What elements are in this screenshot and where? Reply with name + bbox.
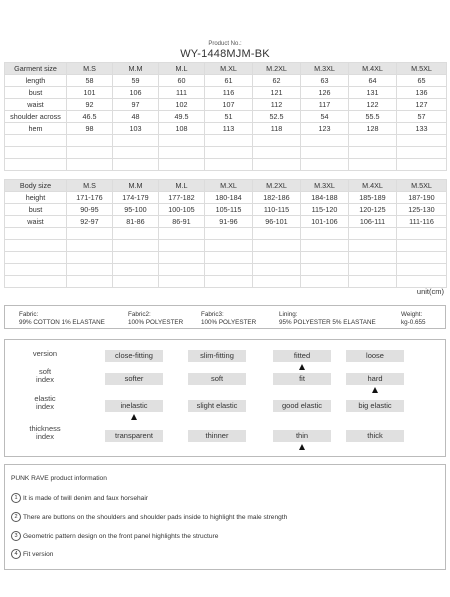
table-cell	[205, 240, 253, 252]
index-option: fitted	[273, 350, 331, 362]
table-cell: 111-116	[397, 216, 447, 228]
table-row	[5, 276, 447, 288]
table-cell: 96-101	[253, 216, 301, 228]
column-header: M.3XL	[301, 63, 349, 75]
fabric-2-value: 100% POLYESTER	[128, 319, 184, 326]
table-cell	[397, 147, 447, 159]
info-number-4: 4	[11, 549, 21, 559]
table-cell: 184-188	[301, 192, 349, 204]
info-text-2: There are buttons on the shoulders and shoulder pads inside to highlight the male strength	[23, 513, 288, 521]
index-option: big elastic	[346, 400, 404, 412]
table-row	[5, 99, 447, 111]
product-code: WY-1448MJM-BK	[180, 48, 270, 60]
column-header: Body size	[5, 180, 67, 192]
product-info-panel	[4, 464, 446, 570]
table-cell: 123	[301, 123, 349, 135]
table-cell	[301, 135, 349, 147]
table-cell	[397, 252, 447, 264]
fabric-3-label: Fabric3:	[201, 311, 224, 318]
table-cell	[159, 228, 205, 240]
table-cell: 106-111	[349, 216, 397, 228]
table-cell: 95-100	[113, 204, 159, 216]
table-cell	[67, 135, 113, 147]
table-cell	[205, 228, 253, 240]
table-cell: 115-120	[301, 204, 349, 216]
table-cell	[159, 147, 205, 159]
info-text-1: It is made of twill denim and faux horsehair	[23, 494, 148, 502]
table-cell	[67, 159, 113, 171]
table-cell: 58	[67, 75, 113, 87]
info-item-4	[11, 549, 53, 559]
table-cell: 90-95	[67, 204, 113, 216]
table-cell: 112	[253, 99, 301, 111]
index-option: fit	[273, 373, 331, 385]
table-cell	[67, 228, 113, 240]
column-header: M.XL	[205, 63, 253, 75]
column-header: M.S	[67, 180, 113, 192]
table-cell: 126	[301, 87, 349, 99]
table-cell	[113, 159, 159, 171]
weight	[401, 311, 426, 327]
row-label: length	[5, 75, 67, 87]
table-cell	[205, 147, 253, 159]
index-label	[5, 425, 85, 441]
table-cell	[253, 147, 301, 159]
info-item-1	[11, 493, 148, 503]
row-label: waist	[5, 216, 67, 228]
row-label	[5, 228, 67, 240]
table-cell	[397, 264, 447, 276]
table-cell	[113, 228, 159, 240]
table-cell	[159, 252, 205, 264]
table-row	[5, 252, 447, 264]
table-row	[5, 135, 447, 147]
table-cell: 92	[67, 99, 113, 111]
table-cell	[301, 228, 349, 240]
table-cell: 62	[253, 75, 301, 87]
table-cell	[301, 147, 349, 159]
row-label	[5, 276, 67, 288]
table-cell: 100-105	[159, 204, 205, 216]
table-cell	[397, 240, 447, 252]
table-cell	[349, 276, 397, 288]
table-cell	[205, 135, 253, 147]
fabric-2-label: Fabric2:	[128, 311, 151, 318]
body-size-table	[4, 179, 447, 288]
column-header: M.4XL	[349, 63, 397, 75]
table-cell: 103	[113, 123, 159, 135]
table-cell	[253, 252, 301, 264]
table-cell	[349, 264, 397, 276]
table-cell: 128	[349, 123, 397, 135]
index-option: slim-fitting	[188, 350, 246, 362]
index-option: softer	[105, 373, 163, 385]
table-cell	[67, 240, 113, 252]
table-cell: 122	[349, 99, 397, 111]
table-row	[5, 216, 447, 228]
index-label-line-1: soft	[38, 367, 52, 376]
column-header: M.2XL	[253, 180, 301, 192]
row-label: waist	[5, 99, 67, 111]
table-cell: 133	[397, 123, 447, 135]
row-label: bust	[5, 87, 67, 99]
index-option: soft	[188, 373, 246, 385]
row-label	[5, 147, 67, 159]
lining-value: 95% POLYESTER 5% ELASTANE	[279, 319, 376, 326]
table-cell: 48	[113, 111, 159, 123]
column-header: M.4XL	[349, 180, 397, 192]
table-row	[5, 123, 447, 135]
table-row	[5, 111, 447, 123]
table-cell: 121	[253, 87, 301, 99]
table-cell	[113, 240, 159, 252]
table-cell	[301, 159, 349, 171]
table-cell	[253, 240, 301, 252]
row-label: bust	[5, 204, 67, 216]
info-item-2	[11, 512, 287, 522]
table-cell	[113, 276, 159, 288]
row-label	[5, 240, 67, 252]
selected-marker-icon	[131, 414, 137, 420]
table-cell: 125-130	[397, 204, 447, 216]
table-cell: 102	[159, 99, 205, 111]
table-row	[5, 228, 447, 240]
index-option: inelastic	[105, 400, 163, 412]
table-cell	[205, 264, 253, 276]
index-option: transparent	[105, 430, 163, 442]
table-cell	[349, 228, 397, 240]
table-cell	[159, 264, 205, 276]
fabric-panel	[4, 305, 446, 329]
table-cell	[397, 228, 447, 240]
table-cell: 64	[349, 75, 397, 87]
table-cell: 177-182	[159, 192, 205, 204]
index-label-line-2: index	[36, 402, 54, 411]
row-label: shoulder across	[5, 111, 67, 123]
table-cell	[67, 252, 113, 264]
table-cell	[349, 159, 397, 171]
table-cell	[159, 276, 205, 288]
table-cell	[301, 240, 349, 252]
table-cell	[113, 147, 159, 159]
table-cell	[349, 240, 397, 252]
table-cell	[67, 147, 113, 159]
index-label-line-2: index	[36, 432, 54, 441]
column-header: M.M	[113, 180, 159, 192]
info-number-2: 2	[11, 512, 21, 522]
table-row	[5, 147, 447, 159]
row-label	[5, 135, 67, 147]
product-number-label: Product No.:	[208, 41, 242, 47]
table-row	[5, 87, 447, 99]
table-row	[5, 264, 447, 276]
table-cell: 131	[349, 87, 397, 99]
weight-value: kg-0.655	[401, 319, 426, 326]
table-cell: 92-97	[67, 216, 113, 228]
info-text-3: Geometric pattern design on the front panel highlights the structure	[23, 532, 219, 540]
column-header: Garment size	[5, 63, 67, 75]
table-cell	[349, 252, 397, 264]
table-cell: 127	[397, 99, 447, 111]
table-cell	[67, 264, 113, 276]
column-header: M.L	[159, 180, 205, 192]
table-cell: 110-115	[253, 204, 301, 216]
index-label-line-1: elastic	[34, 394, 56, 403]
table-cell: 171-176	[67, 192, 113, 204]
table-cell	[113, 252, 159, 264]
weight-label: Weight:	[401, 311, 423, 318]
table-cell: 136	[397, 87, 447, 99]
index-label-line-2: index	[36, 375, 54, 384]
fabric-2	[128, 311, 183, 327]
table-cell: 65	[397, 75, 447, 87]
table-cell	[205, 159, 253, 171]
index-label	[5, 395, 85, 411]
column-header: M.L	[159, 63, 205, 75]
table-row	[5, 204, 447, 216]
table-cell	[113, 264, 159, 276]
table-cell	[253, 135, 301, 147]
table-cell	[67, 276, 113, 288]
table-cell: 105-115	[205, 204, 253, 216]
selected-marker-icon	[299, 364, 305, 370]
table-cell	[349, 135, 397, 147]
table-cell	[159, 240, 205, 252]
table-cell: 91-96	[205, 216, 253, 228]
table-cell: 107	[205, 99, 253, 111]
table-cell	[253, 264, 301, 276]
row-label	[5, 252, 67, 264]
table-cell: 120-125	[349, 204, 397, 216]
info-text-4: Fit version	[23, 550, 54, 558]
row-label	[5, 159, 67, 171]
garment-size-table	[4, 62, 447, 171]
table-cell	[253, 159, 301, 171]
table-cell: 106	[113, 87, 159, 99]
table-cell: 52.5	[253, 111, 301, 123]
column-header: M.M	[113, 63, 159, 75]
table-header-row	[5, 63, 447, 75]
table-cell: 187-190	[397, 192, 447, 204]
table-cell: 101-106	[301, 216, 349, 228]
table-row	[5, 192, 447, 204]
unit-label: unit(cm)	[416, 287, 444, 296]
table-cell: 49.5	[159, 111, 205, 123]
table-cell	[113, 135, 159, 147]
selected-marker-icon	[372, 387, 378, 393]
index-option: thick	[346, 430, 404, 442]
table-cell: 185-189	[349, 192, 397, 204]
column-header: M.5XL	[397, 63, 447, 75]
table-cell	[397, 276, 447, 288]
column-header: M.S	[67, 63, 113, 75]
index-option: slight elastic	[188, 400, 246, 412]
index-option: good elastic	[273, 400, 331, 412]
index-option: close-fitting	[105, 350, 163, 362]
table-cell: 180-184	[205, 192, 253, 204]
table-cell: 182-186	[253, 192, 301, 204]
column-header: M.XL	[205, 180, 253, 192]
table-cell: 101	[67, 87, 113, 99]
table-cell: 63	[301, 75, 349, 87]
table-cell: 81-86	[113, 216, 159, 228]
fabric-1-label: Fabric:	[19, 311, 39, 318]
table-cell	[205, 252, 253, 264]
table-cell	[205, 276, 253, 288]
table-cell	[253, 228, 301, 240]
index-label	[5, 350, 85, 358]
column-header: M.5XL	[397, 180, 447, 192]
table-cell	[397, 135, 447, 147]
table-cell: 54	[301, 111, 349, 123]
selected-marker-icon	[299, 444, 305, 450]
table-cell	[301, 264, 349, 276]
index-option: loose	[346, 350, 404, 362]
lining-label: Lining:	[279, 311, 298, 318]
row-label: hem	[5, 123, 67, 135]
fabric-3-value: 100% POLYESTER	[201, 319, 257, 326]
table-cell	[159, 135, 205, 147]
row-label: height	[5, 192, 67, 204]
info-title: PUNK RAVE product information	[11, 475, 107, 482]
table-cell: 60	[159, 75, 205, 87]
table-cell: 46.5	[67, 111, 113, 123]
index-option: thin	[273, 430, 331, 442]
table-cell	[301, 252, 349, 264]
table-cell: 57	[397, 111, 447, 123]
table-cell: 116	[205, 87, 253, 99]
table-cell: 117	[301, 99, 349, 111]
table-cell: 61	[205, 75, 253, 87]
table-cell	[253, 276, 301, 288]
column-header: M.2XL	[253, 63, 301, 75]
row-label	[5, 264, 67, 276]
table-cell: 118	[253, 123, 301, 135]
fabric-1-value: 99% COTTON 1% ELASTANE	[19, 319, 105, 326]
index-label	[5, 368, 85, 384]
table-cell: 51	[205, 111, 253, 123]
table-row	[5, 159, 447, 171]
table-row	[5, 240, 447, 252]
table-cell: 113	[205, 123, 253, 135]
table-cell: 98	[67, 123, 113, 135]
table-cell	[159, 159, 205, 171]
fit-index-panel	[4, 339, 446, 457]
table-cell	[349, 147, 397, 159]
index-option: hard	[346, 373, 404, 385]
table-cell: 55.5	[349, 111, 397, 123]
table-header-row	[5, 180, 447, 192]
fabric-1	[19, 311, 105, 327]
table-cell	[301, 276, 349, 288]
table-cell: 59	[113, 75, 159, 87]
index-option: thinner	[188, 430, 246, 442]
info-number-1: 1	[11, 493, 21, 503]
lining	[279, 311, 376, 327]
index-label-line-1: version	[32, 349, 58, 358]
table-row	[5, 75, 447, 87]
table-cell: 97	[113, 99, 159, 111]
table-cell: 86-91	[159, 216, 205, 228]
table-cell: 174-179	[113, 192, 159, 204]
table-cell	[397, 159, 447, 171]
table-cell: 111	[159, 87, 205, 99]
fabric-3	[201, 311, 256, 327]
index-label-line-1: thickness	[29, 424, 61, 433]
info-number-3: 3	[11, 531, 21, 541]
product-header	[0, 40, 450, 60]
column-header: M.3XL	[301, 180, 349, 192]
table-cell: 108	[159, 123, 205, 135]
info-item-3	[11, 531, 218, 541]
